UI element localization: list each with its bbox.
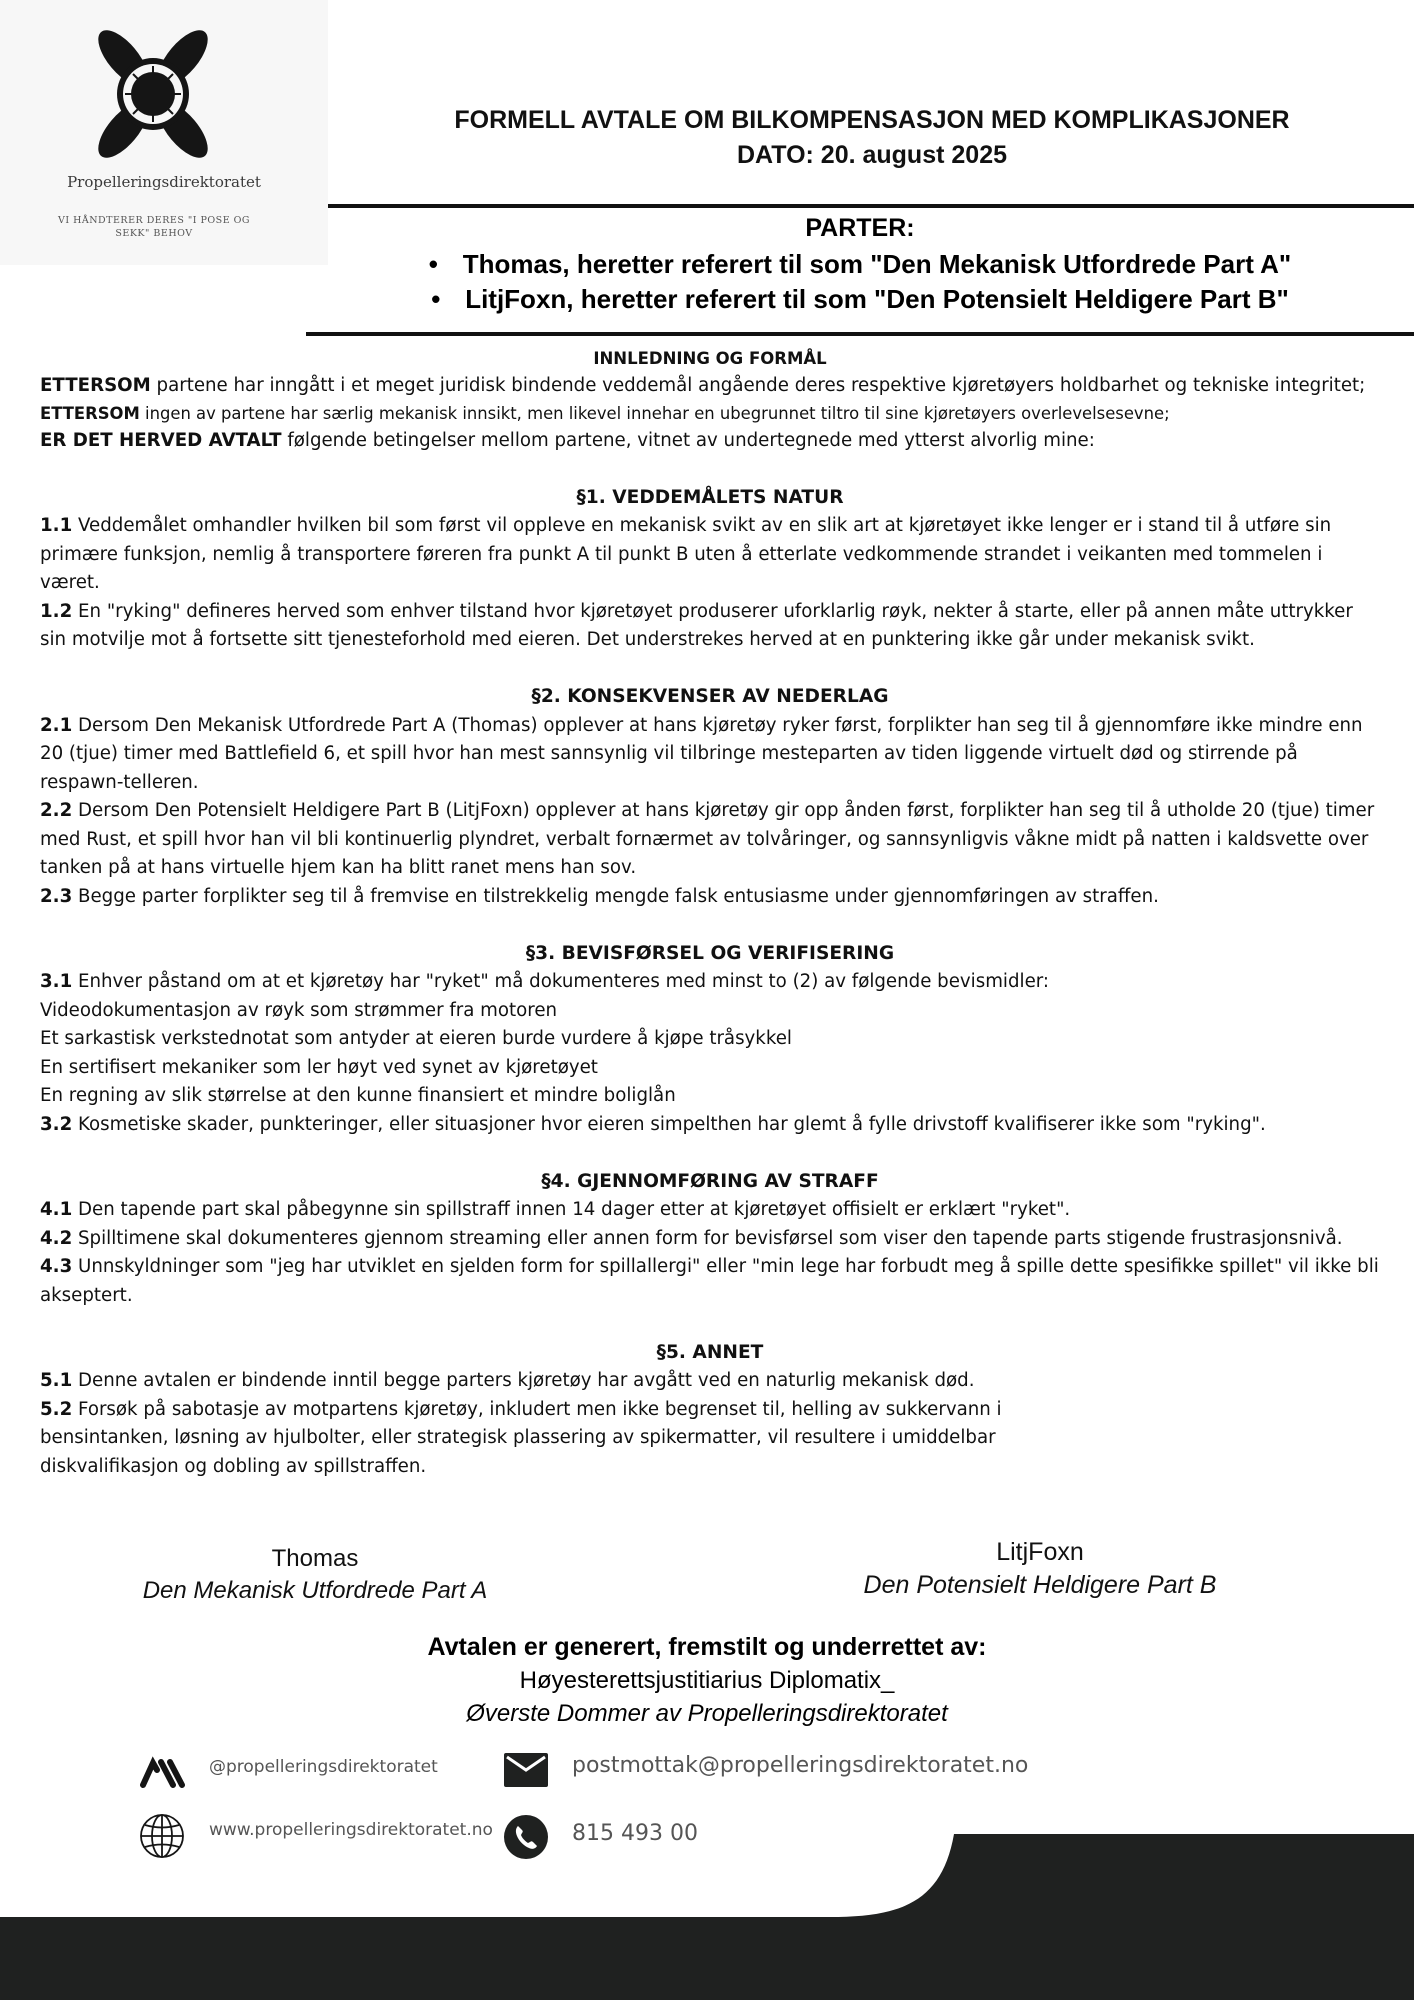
clause	[40, 1225, 1380, 1254]
signature-party-a	[80, 1545, 550, 1605]
clause-text: Enhver påstand om at et kjøretøy har "ryket" må dokumenteres med minst to (2) av følgende bevismidler:	[72, 971, 1050, 992]
clause	[40, 1196, 1380, 1225]
generated-by-name: Høyesterettsjustitiarius Diplomatix_	[519, 1667, 895, 1694]
phone-icon	[504, 1815, 548, 1859]
clause-text: Dersom Den Mekanisk Utfordrede Part A (Thomas) opplever at hans kjøretøy ryker først, forplikter han seg til å gjennomføre ikke mindre enn 20 (tjue) timer med Battlefield 6, et spill hvor han mest sannsynlig vil tilbringe mesteparten av tiden liggende virtuelt død og stirrende på respawn-telleren.	[40, 714, 1363, 793]
clause-text: Forsøk på sabotasje av motpartens kjøretøy, inkludert men ikke begrenset til, helling av sukkervann i bensintanken, løsning av hjulbolter, eller strategisk plassering av spikermatter, vil resultere i umiddelbar diskvalifikasjon og dobling av spillstraffen.	[40, 1398, 1002, 1477]
document-date: DATO: 20. august 2025	[737, 141, 1007, 169]
party-a-text: Thomas, heretter referert til som "Den Mekanisk Utfordrede Part A"	[462, 249, 1292, 279]
section-heading: §3. BEVISFØRSEL OG VERIFISERING	[525, 942, 895, 964]
evidence-item: En regning av slik størrelse at den kunne finansiert et mindre boliglån	[40, 1085, 676, 1106]
envelope-icon	[504, 1753, 548, 1787]
clause-text: Kosmetiske skader, punkteringer, eller situasjoner hvor eieren simpelthen har glemt å fylle drivstoff kvalifiserer ikke som "ryking".	[72, 1113, 1266, 1135]
clause	[40, 598, 1380, 655]
clause	[40, 1396, 1380, 1482]
clause	[40, 712, 1380, 798]
social-logo-icon	[139, 1755, 185, 1789]
party-item	[306, 249, 1414, 280]
clause-text: følgende betingelser mellom partene, vitnet av undertegnede med ytterst alvorlig mine:	[281, 429, 1095, 451]
party-item	[306, 284, 1414, 315]
organization-logo	[0, 0, 328, 265]
footer-band	[0, 1917, 1414, 2000]
generated-by-heading: Avtalen er generert, fremstilt og underrettet av:	[427, 1633, 987, 1661]
signature-name: Thomas	[271, 1545, 359, 1572]
section-heading: §1. VEDDEMÅLETS NATUR	[576, 486, 844, 508]
clause-number: 2.1	[40, 714, 73, 736]
intro-clause	[40, 372, 1380, 401]
evidence-item: Videodokumentasjon av røyk som strømmer fra motoren	[40, 999, 558, 1021]
intro-heading: INNLEDNING OG FORMÅL	[593, 349, 827, 368]
clause-text: Den tapende part skal påbegynne sin spillstraff innen 14 dager etter at kjøretøyet offisielt er erklært "ryket".	[72, 1199, 1071, 1220]
party-b-text: LitjFoxn, heretter referert til som "Den Potensielt Heldigere Part B"	[465, 284, 1289, 314]
logo-organization-name: Propelleringsdirektoratet	[67, 173, 261, 191]
clause-text: partene har inngått i et meget juridisk bindende veddemål angående deres respektive kjøretøyers holdbarhet og tekniske integritet;	[150, 375, 1366, 396]
clause	[40, 968, 1380, 997]
clause-number: 2.2	[40, 800, 73, 821]
clause-number: 2.3	[40, 885, 73, 907]
propeller-logo-icon	[98, 28, 208, 158]
intro-clause	[40, 427, 1380, 456]
clause-lead: ETTERSOM	[40, 403, 140, 423]
clause-text: En "ryking" defineres herved som enhver tilstand hvor kjøretøyet produserer uforklarlig røyk, nekter å starte, eller på annen måte uttrykker sin motvilje mot å fortsette sitt tjenesteforhold med eieren. Det understrekes herved at en punktering ikke går under mekanisk svikt.	[40, 600, 1353, 650]
divider	[328, 204, 1414, 208]
clause-lead: ETTERSOM	[40, 375, 151, 396]
parties-heading: PARTER:	[805, 214, 915, 242]
signature-party-b	[800, 1538, 1280, 1600]
generated-by-role: Øverste Dommer av Propelleringsdirektoratet	[466, 1700, 948, 1727]
clause	[40, 797, 1380, 883]
email-link[interactable]: postmottak@propelleringsdirektoratet.no	[572, 1753, 1029, 1778]
section-heading: §4. GJENNOMFØRING AV STRAFF	[541, 1170, 879, 1192]
clause-text: Spilltimene skal dokumenteres gjennom streaming eller annen form for bevisførsel som viser den tapende parts stigende frustrasjonsnivå.	[72, 1227, 1343, 1249]
phone-number[interactable]: 815 493 00	[572, 1821, 698, 1846]
clause	[40, 1253, 1380, 1310]
clause	[40, 883, 1380, 912]
clause-text: Denne avtalen er bindende inntil begge parters kjøretøy har avgått ved en naturlig mekanisk død.	[72, 1370, 975, 1391]
clause-text: Unnskyldninger som "jeg har utviklet en sjelden form for spillallergi" eller "min lege har forbudt meg å spille dette spesifikke spillet" vil ikke bli akseptert.	[40, 1256, 1379, 1306]
website-link[interactable]: www.propelleringsdirektoratet.no	[209, 1820, 493, 1840]
logo-tagline: VI HÅNDTERER DERES "I POSE OG SEKK" BEHOV	[57, 215, 251, 239]
social-handle-link[interactable]: @propelleringsdirektoratet	[209, 1757, 438, 1777]
clause-text: ingen av partene har særlig mekanisk innsikt, men likevel innehar en ubegrunnet tiltro til sine kjøretøyers overlevelsesevne;	[139, 403, 1170, 423]
clause-text: Veddemålet omhandler hvilken bil som først vil oppleve en mekanisk svikt av en slik art at kjøretøyet ikke lenger er i stand til å utføre sin primære funksjon, nemlig å transportere føreren fra punkt A til punkt B uten å etterlate vedkommende strandet i veikanten med tommelen i været.	[40, 515, 1332, 593]
divider	[306, 332, 1414, 336]
evidence-item: En sertifisert mekaniker som ler høyt ved synet av kjøretøyet	[40, 1056, 598, 1078]
evidence-item: Et sarkastisk verkstednotat som antyder at eieren burde vurdere å kjøpe tråsykkel	[40, 1028, 792, 1049]
document-title: FORMELL AVTALE OM BILKOMPENSASJON MED KOMPLIKASJONER	[454, 106, 1290, 134]
clause	[40, 1367, 1380, 1396]
section-heading: §2. KONSEKVENSER AV NEDERLAG	[531, 686, 889, 707]
clause-number: 5.1	[40, 1370, 73, 1391]
clause-number: 4.1	[40, 1199, 73, 1220]
bullet-icon: •	[431, 284, 441, 314]
agreement-body	[40, 346, 1380, 1481]
clause-number: 5.2	[40, 1398, 73, 1420]
clause-number: 3.2	[40, 1113, 73, 1135]
clause-number: 1.2	[40, 600, 73, 622]
clause	[40, 512, 1380, 598]
clause-lead: ER DET HERVED AVTALT	[40, 429, 282, 451]
clause	[40, 1111, 1380, 1140]
signature-role: Den Potensielt Heldigere Part B	[863, 1571, 1217, 1599]
signature-role: Den Mekanisk Utfordrede Part A	[142, 1577, 488, 1604]
clause-number: 1.1	[40, 515, 73, 536]
clause-number: 4.2	[40, 1227, 73, 1249]
bullet-icon: •	[428, 249, 438, 279]
intro-clause	[40, 401, 1380, 427]
clause-number: 3.1	[40, 971, 73, 992]
globe-icon	[139, 1813, 185, 1859]
clause-number: 4.3	[40, 1256, 73, 1277]
signature-name: LitjFoxn	[996, 1538, 1084, 1566]
clause-text: Dersom Den Potensielt Heldigere Part B (LitjFoxn) opplever at hans kjøretøy gir opp ånden først, forplikter han seg til å utholde 20 (tjue) timer med Rust, et spill hvor han vil bli kontinuerlig plyndret, verbalt fornærmet av tolvåringer, og sannsynligvis våkne midt på natten i kaldsvette over tanken på at hans virtuelle hjem kan ha blitt ranet mens han sov.	[40, 800, 1375, 878]
section-heading: §5. ANNET	[656, 1341, 764, 1363]
footer-decoration	[830, 1833, 1414, 1923]
clause-text: Begge parter forplikter seg til å fremvise en tilstrekkelig mengde falsk entusiasme under gjennomføringen av straffen.	[72, 885, 1159, 907]
